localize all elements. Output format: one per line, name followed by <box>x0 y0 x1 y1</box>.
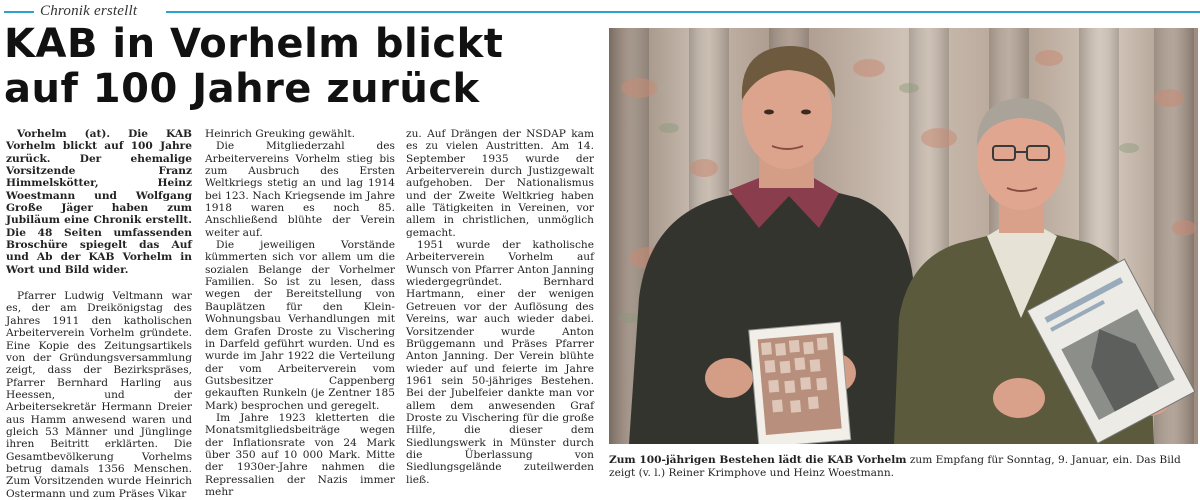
article-paragraph: zu. Auf Drängen der NSDAP kam es zu vielen Austritten. Am 14. September 1935 wurde der Arbeiterverein durch Justizgewalt aufgehoben. Der Nationalismus und der Zweite Weltkrieg haben alle Tätigkeiten in Vereinen, vor allem in christlichen, unmöglich gemacht. <box>406 128 594 239</box>
rubric-bar <box>0 3 1200 19</box>
headline-line-2: auf 100 Jahre zurück <box>4 66 480 112</box>
article-paragraph: 1951 wurde der katholische Arbeiterverein Vorhelm auf Wunsch von Pfarrer Anton Janning wiedergegründet. Bernhard Hartmann, einer der wenigen Getreuen vor der Auflösung des Vereins, war auch wieder dabei. Vorsitzender wurde Anton Brüggemann und Präses Pfarrer Anton Janning. Der Verein blühte wieder auf und feierte im Jahre 1961 sein 50-jähriges Bestehen. Bei der Jubelfeier dankte man vor allem dem anwesenden Graf Droste zu Vischering für die große Hilfe, die dieser dem Siedlungswerk in Münster durch die Überlassung von Siedlungsgelände zuteilwerden ließ. <box>406 239 594 486</box>
rubric-rule-left <box>4 11 34 13</box>
article-paragraph: Die Mitgliederzahl des Arbeitervereins Vorhelm stieg bis zum Ausbruch des Ersten Weltkriegs stetig an und lag 1914 bei 123. Nach Kriegsende im Jahre 1918 waren es noch 85. Anschließend blühte der Verein weiter auf. <box>205 140 395 239</box>
headline <box>4 22 594 112</box>
article-paragraph: Im Jahre 1923 kletterten die Monatsmitgliedsbeiträge wegen der Inflationsrate von 24 Mark über 350 auf 10 000 Mark. Mitte der 1930er-Jahre nahmen die Repressalien der Nazis immer mehr <box>205 411 395 498</box>
article-column-1 <box>6 128 192 500</box>
photo-caption <box>609 454 1198 480</box>
article-paragraph: Heinrich Greuking gewählt. <box>205 128 355 140</box>
article-column-2 <box>205 128 395 498</box>
article-paragraph: Pfarrer Ludwig Veltmann war es, der am Dreikönigstag des Jahres 1911 den katholischen Arbeiterverein Vorhelm gründete. Eine Kopie des Zeitungsartikels von der Gründungsversammlung zeigt, dass der Bezirkspräses, Pfarrer Bernhard Harling aus Heessen, und der Arbeitersekretär Hermann Dreier aus Hamm anwesend waren und gleich 53 Männer und Jünglinge ihren Beitritt erklärten. Die Gesamtbevölkerung Vorhelms betrug damals 1356 Menschen. Zum Vorsitzenden wurde Heinrich Ostermann und zum Präses Vikar <box>6 290 192 500</box>
article-column-3 <box>406 128 594 486</box>
headline-line-1: KAB in Vorhelm blickt <box>4 21 504 67</box>
article-photo <box>609 28 1198 444</box>
article-paragraph: Die jeweiligen Vorstände kümmerten sich vor allem um die sozialen Belange der Vorhelmer Familien. So ist zu lesen, dass wegen der Bereitstellung von Bauplätzen für den Klein-Wohnungsbau Verhandlungen mit dem Grafen Droste zu Vischering in Darfeld geführt wurden. Und es wurde im Jahr 1922 die Verteilung der vom Arbeiterverein vom Gutsbesitzer Cappenberg gekauften Runkeln (je Zentner 185 Mark) besprochen und geregelt. <box>205 239 395 412</box>
rubric-rule-right <box>166 11 1200 13</box>
caption-bold: Zum 100-jährigen Bestehen lädt die KAB Vorhelm <box>609 454 907 466</box>
rubric-label: Chronik erstellt <box>40 3 138 19</box>
article-lead: Vorhelm (at). Die KAB Vorhelm blickt auf 100 Jahre zurück. Der ehemalige Vorsitzende Franz Himmelskötter, Heinz Woestmann und Wolfgang Große Jäger haben zum Jubiläum eine Chronik erstellt. Die 48 Seiten umfassenden Broschüre spiegelt das Auf und Ab der KAB Vorhelm in Wort und Bild wider. <box>6 128 192 276</box>
caption-text: zum Empfang für Sonntag, 9. Januar, ein. Das Bild zeigt (v. l.) Reiner Krimphove und Heinz Woestmann. <box>609 454 1181 479</box>
